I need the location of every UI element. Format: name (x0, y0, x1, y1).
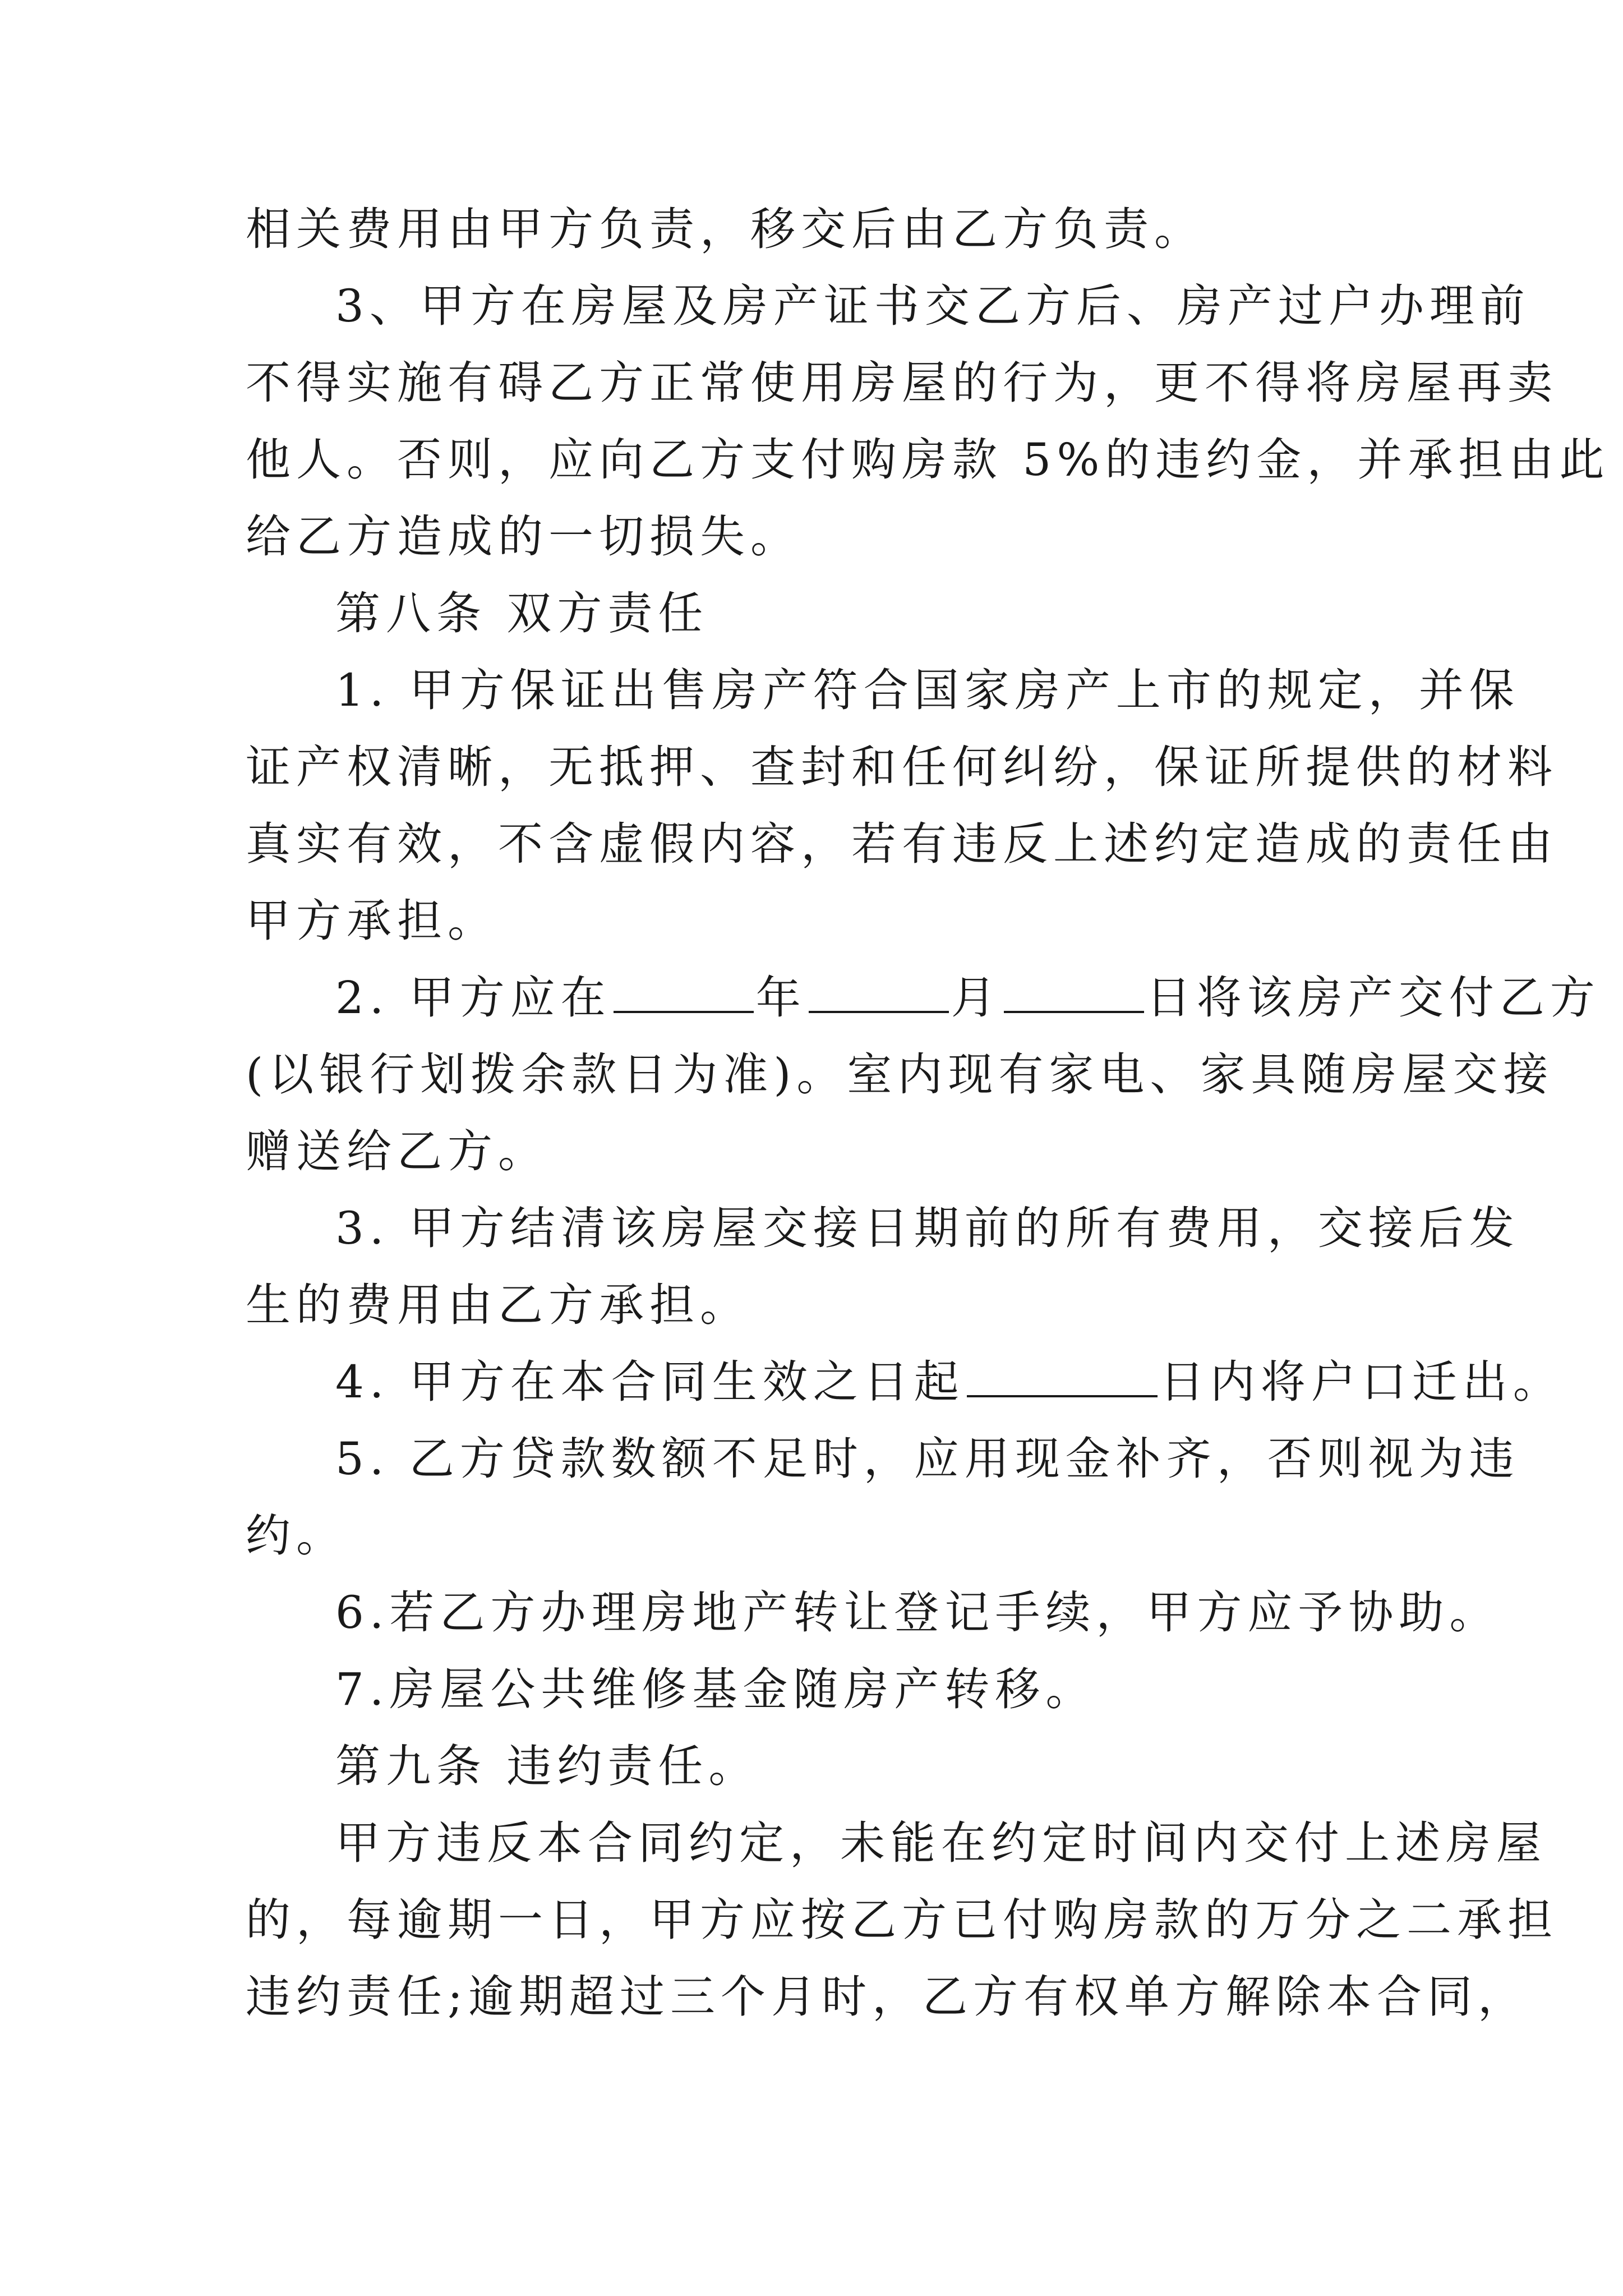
text-segment: 真实有效，不含虚假内容，若有违反上述约定造成的责任由 (246, 818, 1558, 870)
text-segment: 年 (755, 972, 806, 1024)
text-segment: 5. 乙方贷款数额不足时，应用现金补齐，否则视为违 (335, 1433, 1520, 1485)
text-segment: (以银行划拨余款日为准)。室内现有家电、家具随房屋交接 (246, 1048, 1554, 1101)
text-line (246, 729, 1558, 806)
fill-in-blank (614, 974, 754, 1013)
text-line (246, 959, 1601, 1036)
text-segment: 3. 甲方结清该房屋交接日期前的所有费用，交接后发 (335, 1202, 1520, 1254)
text-line (246, 882, 1412, 959)
text-segment: 的，每逾期一日，甲方应按乙方已付购房款的万分之二承担 (246, 1894, 1558, 1946)
text-segment: 日内将户口迁出。 (1159, 1356, 1564, 1408)
text-segment: 7.房屋公共维修基金随房产转移。 (335, 1663, 1096, 1715)
text-line (246, 1497, 1412, 1574)
text-segment: 甲方承担。 (246, 895, 498, 947)
text-line (246, 1113, 1412, 1190)
text-line (246, 1343, 1564, 1420)
text-segment: 给乙方造成的一切损失。 (246, 510, 801, 563)
text-line (246, 1881, 1558, 1958)
text-line (246, 1267, 1412, 1343)
text-segment: 第八条 双方责任 (335, 587, 709, 639)
text-segment: 甲方违反本合同约定，未能在约定时间内交付上述房屋 (335, 1817, 1547, 1869)
text-segment: 4. 甲方在本合同生效之日起 (335, 1356, 965, 1408)
text-segment: 赠送给乙方。 (246, 1125, 548, 1177)
document-body (246, 191, 1610, 2035)
text-segment: 约。 (246, 1510, 347, 1562)
text-segment: 他人。否则，应向乙方支付购房款 5%的违约金，并承担由此 (246, 434, 1610, 486)
text-line (246, 344, 1558, 421)
text-line (246, 806, 1558, 882)
text-segment: 6.若乙方办理房地产转让登记手续，甲方应予协助。 (335, 1586, 1500, 1639)
fill-in-blank (809, 974, 949, 1013)
text-line (246, 652, 1520, 729)
text-line (246, 1958, 1528, 2035)
text-line (246, 498, 1412, 575)
text-line (246, 1036, 1554, 1113)
text-segment: 日将该房产交付乙方 (1146, 972, 1601, 1024)
text-segment: 2. 甲方应在 (335, 972, 611, 1024)
text-line (246, 1728, 1412, 1805)
text-segment: 月 (951, 972, 1002, 1024)
fill-in-blank (1004, 974, 1144, 1013)
text-segment: 1. 甲方保证出售房产符合国家房产上市的规定，并保 (335, 664, 1520, 716)
text-line (246, 421, 1610, 498)
text-segment: 生的费用由乙方承担。 (246, 1279, 750, 1331)
text-line (246, 1805, 1547, 1881)
text-line (246, 268, 1530, 344)
text-segment: 违约责任;逾期超过三个月时，乙方有权单方解除本合同， (246, 1971, 1528, 2023)
text-line (246, 1651, 1412, 1728)
text-line (246, 1420, 1520, 1497)
text-line (246, 1574, 1500, 1651)
text-segment: 3、甲方在房屋及房产证书交乙方后、房产过户办理前 (335, 280, 1530, 332)
text-segment: 相关费用由甲方负责，移交后由乙方负责。 (246, 203, 1205, 255)
text-line (246, 575, 1412, 652)
text-segment: 证产权清晰，无抵押、查封和任何纠纷，保证所提供的材料 (246, 741, 1558, 793)
text-line (246, 1190, 1520, 1267)
text-line (246, 191, 1412, 268)
fill-in-blank (967, 1358, 1158, 1397)
text-segment: 第九条 违约责任。 (335, 1740, 759, 1792)
text-segment: 不得实施有碍乙方正常使用房屋的行为，更不得将房屋再卖 (246, 357, 1558, 409)
